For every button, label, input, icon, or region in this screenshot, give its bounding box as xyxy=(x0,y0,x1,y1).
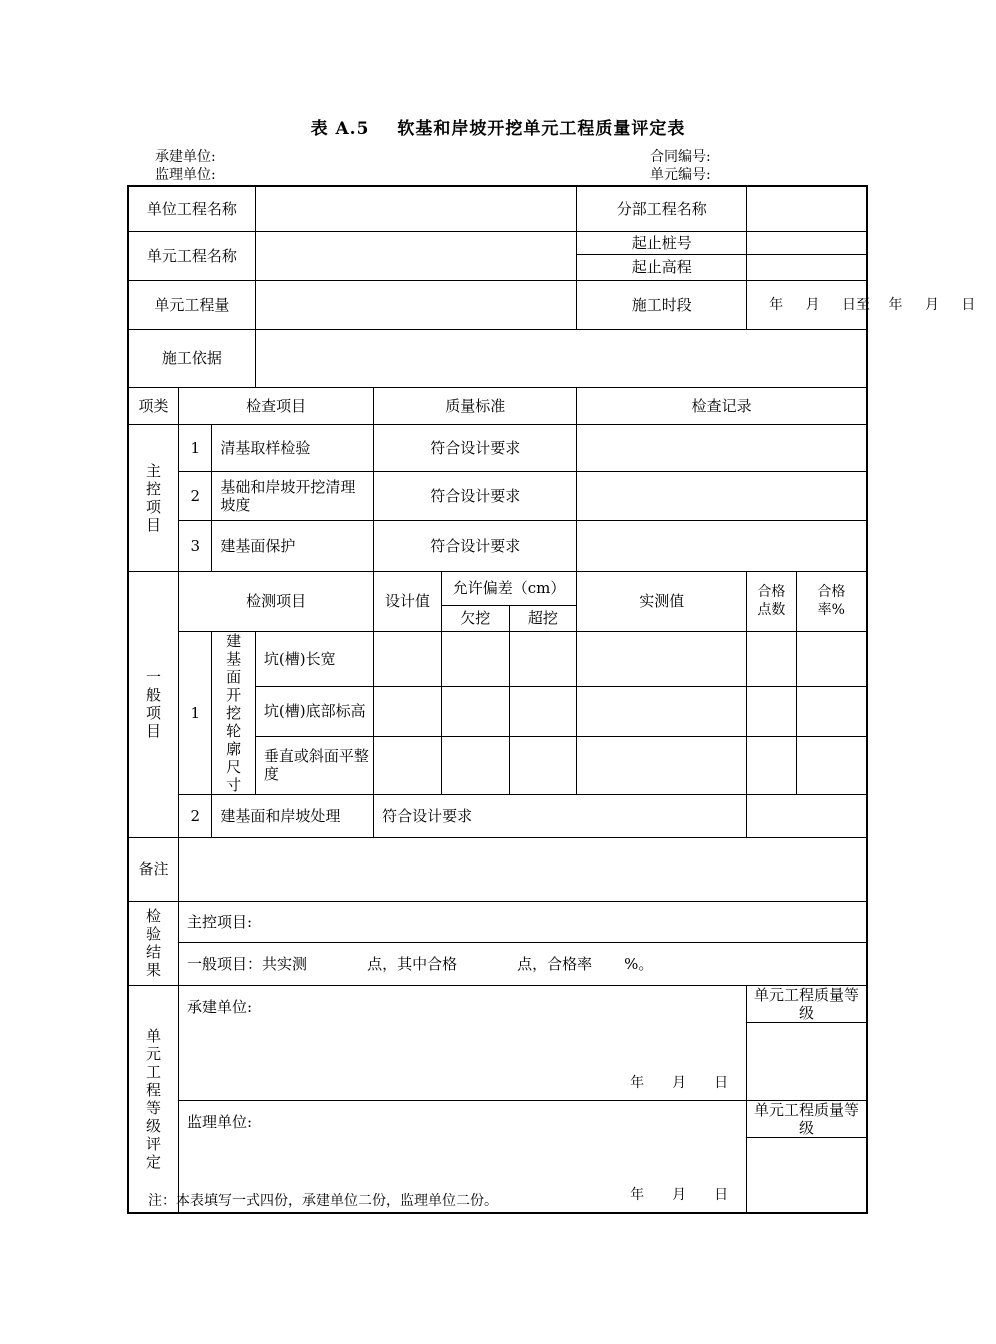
sub-item-3-rate[interactable] xyxy=(796,736,867,794)
period-day2: 日 xyxy=(961,296,976,313)
quality-evaluation-table xyxy=(127,185,976,1214)
sub-item-2: 坑(槽)底部标高 xyxy=(255,687,373,737)
main-item-standard-1: 符合设计要求 xyxy=(374,424,577,471)
contract-no-label: 合同编号: xyxy=(650,149,711,165)
element-quantity-field[interactable] xyxy=(255,280,576,329)
construction-period-field[interactable] xyxy=(747,280,976,329)
sub-item-3-over[interactable] xyxy=(509,736,577,794)
sub-item-1-design[interactable] xyxy=(374,631,442,687)
period-month2: 月 xyxy=(924,296,939,313)
sub-item-1: 坑(槽)长宽 xyxy=(255,631,373,687)
construction-period-label: 施工时段 xyxy=(577,280,747,329)
sub-item-3-points[interactable] xyxy=(747,736,797,794)
general-item-no-2: 2 xyxy=(179,794,212,837)
sub-item-1-under[interactable] xyxy=(441,631,509,687)
quality-standard-header: 质量标准 xyxy=(374,387,577,424)
main-item-name-3: 建基面保护 xyxy=(212,520,374,571)
rating-supervisor-label: 监理单位: xyxy=(187,1112,253,1131)
inspection-main-line: 主控项目: xyxy=(179,901,867,942)
start-end-pile-label: 起止桩号 xyxy=(577,231,747,254)
supervisor-quality-grade-field[interactable] xyxy=(747,1137,867,1213)
remarks-label: 备注 xyxy=(128,837,179,901)
main-item-no-1: 1 xyxy=(179,424,212,471)
element-project-name-field[interactable] xyxy=(255,231,576,280)
main-item-record-3[interactable] xyxy=(577,520,867,571)
sub-item-3: 垂直或斜面平整度 xyxy=(255,736,373,794)
allowable-deviation-header: 允许偏差（cm） xyxy=(441,571,576,605)
sub-item-2-design[interactable] xyxy=(374,687,442,737)
period-year: 年 xyxy=(769,296,784,313)
period-year2: 年 xyxy=(888,296,903,313)
table-number: 表 A.5 xyxy=(310,119,370,139)
rating-supervisor-date: 年 月 日 xyxy=(630,1187,729,1203)
pass-rate-header: 合格率% xyxy=(796,571,867,631)
sub-item-1-rate[interactable] xyxy=(796,631,867,687)
sub-item-3-under[interactable] xyxy=(441,736,509,794)
construction-basis-label: 施工依据 xyxy=(128,329,255,387)
rating-contractor-label: 承建单位: xyxy=(187,997,253,1016)
table-title: 软基和岸坡开挖单元工程质量评定表 xyxy=(397,119,686,139)
sub-item-3-measured[interactable] xyxy=(577,736,747,794)
start-end-elevation-field[interactable] xyxy=(747,254,867,280)
division-project-name-field[interactable] xyxy=(747,186,867,231)
check-record-header: 检查记录 xyxy=(577,387,867,424)
contractor-label: 承建单位: xyxy=(155,149,216,165)
test-item-header: 检测项目 xyxy=(179,571,374,631)
over-excavation-header: 超挖 xyxy=(509,605,577,631)
sub-item-1-measured[interactable] xyxy=(577,631,747,687)
main-item-standard-3: 符合设计要求 xyxy=(374,520,577,571)
sub-item-1-over[interactable] xyxy=(509,631,577,687)
general-item-2-points[interactable] xyxy=(747,794,867,837)
contractor-quality-grade-field[interactable] xyxy=(747,1022,867,1100)
main-item-no-2: 2 xyxy=(179,471,212,520)
element-quantity-label: 单元工程量 xyxy=(128,280,255,329)
check-item-header: 检查项目 xyxy=(179,387,374,424)
remarks-field[interactable] xyxy=(179,837,867,901)
supervisor-quality-grade-label: 单元工程质量等级 xyxy=(747,1100,867,1137)
division-project-name-label: 分部工程名称 xyxy=(577,186,747,231)
period-month: 月 xyxy=(805,296,820,313)
supervisor-label: 监理单位: xyxy=(155,167,216,183)
period-day-to: 日至 xyxy=(842,296,871,313)
main-item-no-3: 3 xyxy=(179,520,212,571)
sub-item-2-under[interactable] xyxy=(441,687,509,737)
general-group-no-1: 1 xyxy=(179,631,212,794)
rating-contractor-date: 年 月 日 xyxy=(630,1074,729,1091)
main-item-standard-2: 符合设计要求 xyxy=(374,471,577,520)
inspection-general-line: 一般项目：共实测 点，其中合格 点，合格率 %。 xyxy=(179,942,867,985)
start-end-elevation-label: 起止高程 xyxy=(577,254,747,280)
contractor-quality-grade-label: 单元工程质量等级 xyxy=(747,985,867,1022)
main-item-record-2[interactable] xyxy=(577,471,867,520)
inspection-label: 检验结果 xyxy=(128,901,179,985)
rating-contractor-cell[interactable] xyxy=(179,985,747,1100)
start-end-pile-field[interactable] xyxy=(747,231,867,254)
element-project-name-label: 单元工程名称 xyxy=(128,231,255,280)
main-item-name-2: 基础和岸坡开挖清理坡度 xyxy=(212,471,374,520)
measured-value-header: 实测值 xyxy=(577,571,747,631)
main-item-name-1: 清基取样检验 xyxy=(212,424,374,471)
unit-project-name-label: 单位工程名称 xyxy=(128,186,255,231)
sub-item-2-over[interactable] xyxy=(509,687,577,737)
qualified-points-header: 合格点数 xyxy=(747,571,797,631)
general-label: 一般项目 xyxy=(128,571,179,837)
sub-item-3-design[interactable] xyxy=(374,736,442,794)
under-excavation-header: 欠挖 xyxy=(441,605,509,631)
sub-item-2-measured[interactable] xyxy=(577,687,747,737)
footnote: 注：本表填写一式四份，承建单位二份，监理单位二份。 xyxy=(148,1193,498,1209)
unit-project-name-field[interactable] xyxy=(255,186,576,231)
sub-item-2-points[interactable] xyxy=(747,687,797,737)
category-header: 项类 xyxy=(128,387,179,424)
general-item-standard-2: 符合设计要求 xyxy=(374,794,747,837)
general-group-name-1: 建基面开挖轮廓尺寸 xyxy=(212,631,255,794)
main-control-label: 主控项目 xyxy=(128,424,179,571)
construction-basis-field[interactable] xyxy=(255,329,867,387)
design-value-header: 设计值 xyxy=(374,571,442,631)
page-title xyxy=(0,114,996,139)
rating-label: 单元工程等级评定 xyxy=(128,985,179,1213)
unit-no-label: 单元编号: xyxy=(650,167,711,183)
general-item-name-2: 建基面和岸坡处理 xyxy=(212,794,374,837)
main-item-record-1[interactable] xyxy=(577,424,867,471)
sub-item-1-points[interactable] xyxy=(747,631,797,687)
sub-item-2-rate[interactable] xyxy=(796,687,867,737)
